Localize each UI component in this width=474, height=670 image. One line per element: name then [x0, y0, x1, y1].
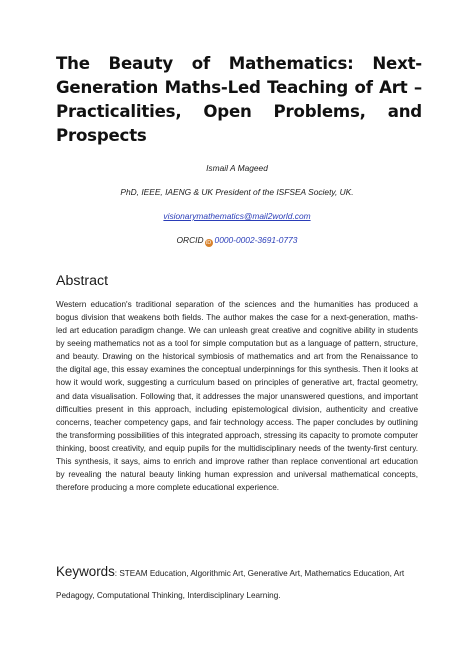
author-email-line — [56, 210, 418, 222]
author-name: Ismail A Mageed — [206, 163, 268, 173]
keywords-section — [56, 561, 418, 607]
author-block — [56, 162, 418, 258]
orcid-id-link[interactable]: 0000-0002-3691-0773 — [214, 235, 298, 245]
keywords-label: Keywords — [56, 564, 115, 579]
abstract-text: Western education's traditional separation of the sciences and the humanities has produced a bogus division that weakens both fields. The author makes the case for a next-generation, maths-led art education paradigm change. We can unleash great creative and cognitive ability in students by seeing mathematics not as a tool for simple computation but as a language of pattern, structure, and beauty. Drawing on the historical symbiosis of mathematics and art from the Renaissance to the digital age, this essay examines the conceptual underpinnings for this synthesis. Then it looks at how it would work, suggesting a curriculum based on principles of generative art, fractal geometry, and data visualisation. Following that, it addresses the major unanswered questions, and important difficulties present in this approach, including epistemological division, authenticity and creative concerns, teacher competency gaps, and fair technology access. The paper concludes by outlining the transforming possibilities of this integrated approach, stressing its capacity to promote computer thinking, boost creativity, and equip pupils for the multidisciplinary needs of the twenty-first century. This synthesis, it says, aims to enrich and improve rather than replace conventional art education by revealing the natural beauty linking human expression and universal mathematical concepts, therefore producing a more complete educational experience. — [56, 300, 418, 493]
author-affiliation: PhD, IEEE, IAENG & UK President of the ISFSEA Society, UK. — [120, 187, 354, 197]
orcid-label: ORCID — [176, 235, 204, 245]
paper-title: The Beauty of Mathematics: Next-Generation Maths-Led Teaching of Art – Practicalities, Open Problems, and Prospects — [56, 54, 422, 145]
author-email-link[interactable]: visionarymathematics@mail2world.com — [163, 211, 311, 221]
abstract-heading: Abstract — [56, 273, 109, 289]
orcid-icon: iD — [205, 240, 212, 246]
keywords-list: : STEAM Education, Algorithmic Art, Generative Art, Mathematics Education, Art Pedagogy, Computational Thinking, Interdisciplinary Learning. — [56, 569, 405, 600]
orcid-line — [56, 234, 418, 246]
